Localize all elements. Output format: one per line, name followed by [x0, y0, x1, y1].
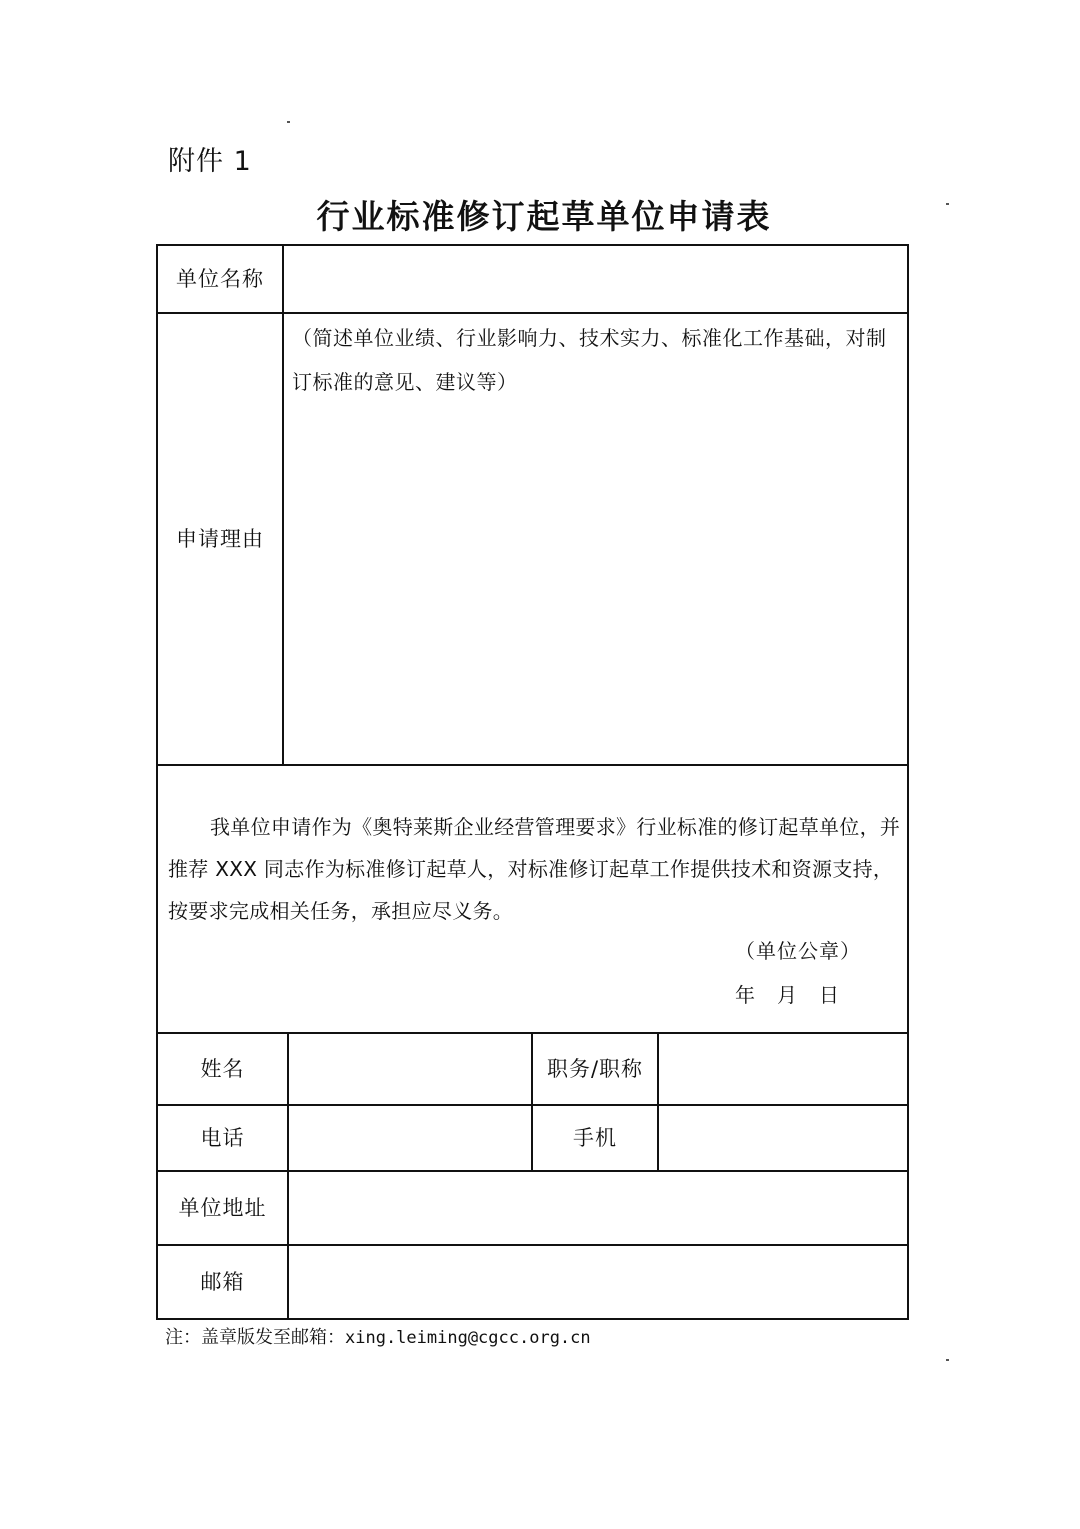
position-label: 职务/职称	[546, 1057, 644, 1081]
application-reason-hint: （简述单位业绩、行业影响力、技术实力、标准化工作基础，对制订标准的意见、建议等）	[292, 326, 887, 394]
name-label: 姓名	[200, 1057, 245, 1081]
unit-name-label: 单位名称	[176, 267, 264, 291]
scan-speck	[946, 1359, 949, 1361]
footer-note-prefix: 注：盖章版发至邮箱：	[165, 1327, 345, 1348]
address-field[interactable]	[289, 1172, 907, 1244]
column-divider	[531, 1032, 533, 1172]
row-divider	[158, 764, 909, 766]
scan-speck	[287, 121, 290, 123]
date-month: 月	[777, 983, 797, 1007]
mobile-label: 手机	[573, 1126, 617, 1150]
declaration-text: 我单位申请作为《奥特莱斯企业经营管理要求》行业标准的修订起草单位，并推荐 XXX 同志作为标准修订起草人，对标准修订起草工作提供技术和资源支持，按要求完成相关任务，承担应尽义务。	[168, 815, 901, 923]
email-field[interactable]	[289, 1246, 907, 1318]
column-divider	[287, 1032, 289, 1320]
application-reason-label: 申请理由	[176, 527, 264, 551]
phone-label: 电话	[200, 1126, 245, 1150]
footer-note	[165, 1324, 591, 1352]
name-field[interactable]	[289, 1034, 531, 1104]
mobile-field[interactable]	[659, 1106, 907, 1170]
attachment-label: 附件 1	[168, 146, 252, 177]
phone-field[interactable]	[289, 1106, 531, 1170]
email-label: 邮箱	[200, 1270, 245, 1294]
application-form-table	[156, 244, 909, 1320]
unit-name-field[interactable]	[284, 246, 907, 312]
position-field[interactable]	[659, 1034, 907, 1104]
page-title: 行业标准修订起草单位申请表	[316, 197, 772, 236]
column-divider	[657, 1032, 659, 1172]
date-day: 日	[819, 983, 839, 1007]
unit-seal-label: （单位公章）	[735, 939, 861, 963]
date-year: 年	[735, 983, 755, 1007]
column-divider	[282, 246, 284, 764]
footer-email: xing.leiming@cgcc.org.cn	[345, 1328, 591, 1348]
address-label: 单位地址	[178, 1196, 267, 1220]
date-line	[735, 980, 861, 1010]
scan-speck	[946, 203, 949, 205]
